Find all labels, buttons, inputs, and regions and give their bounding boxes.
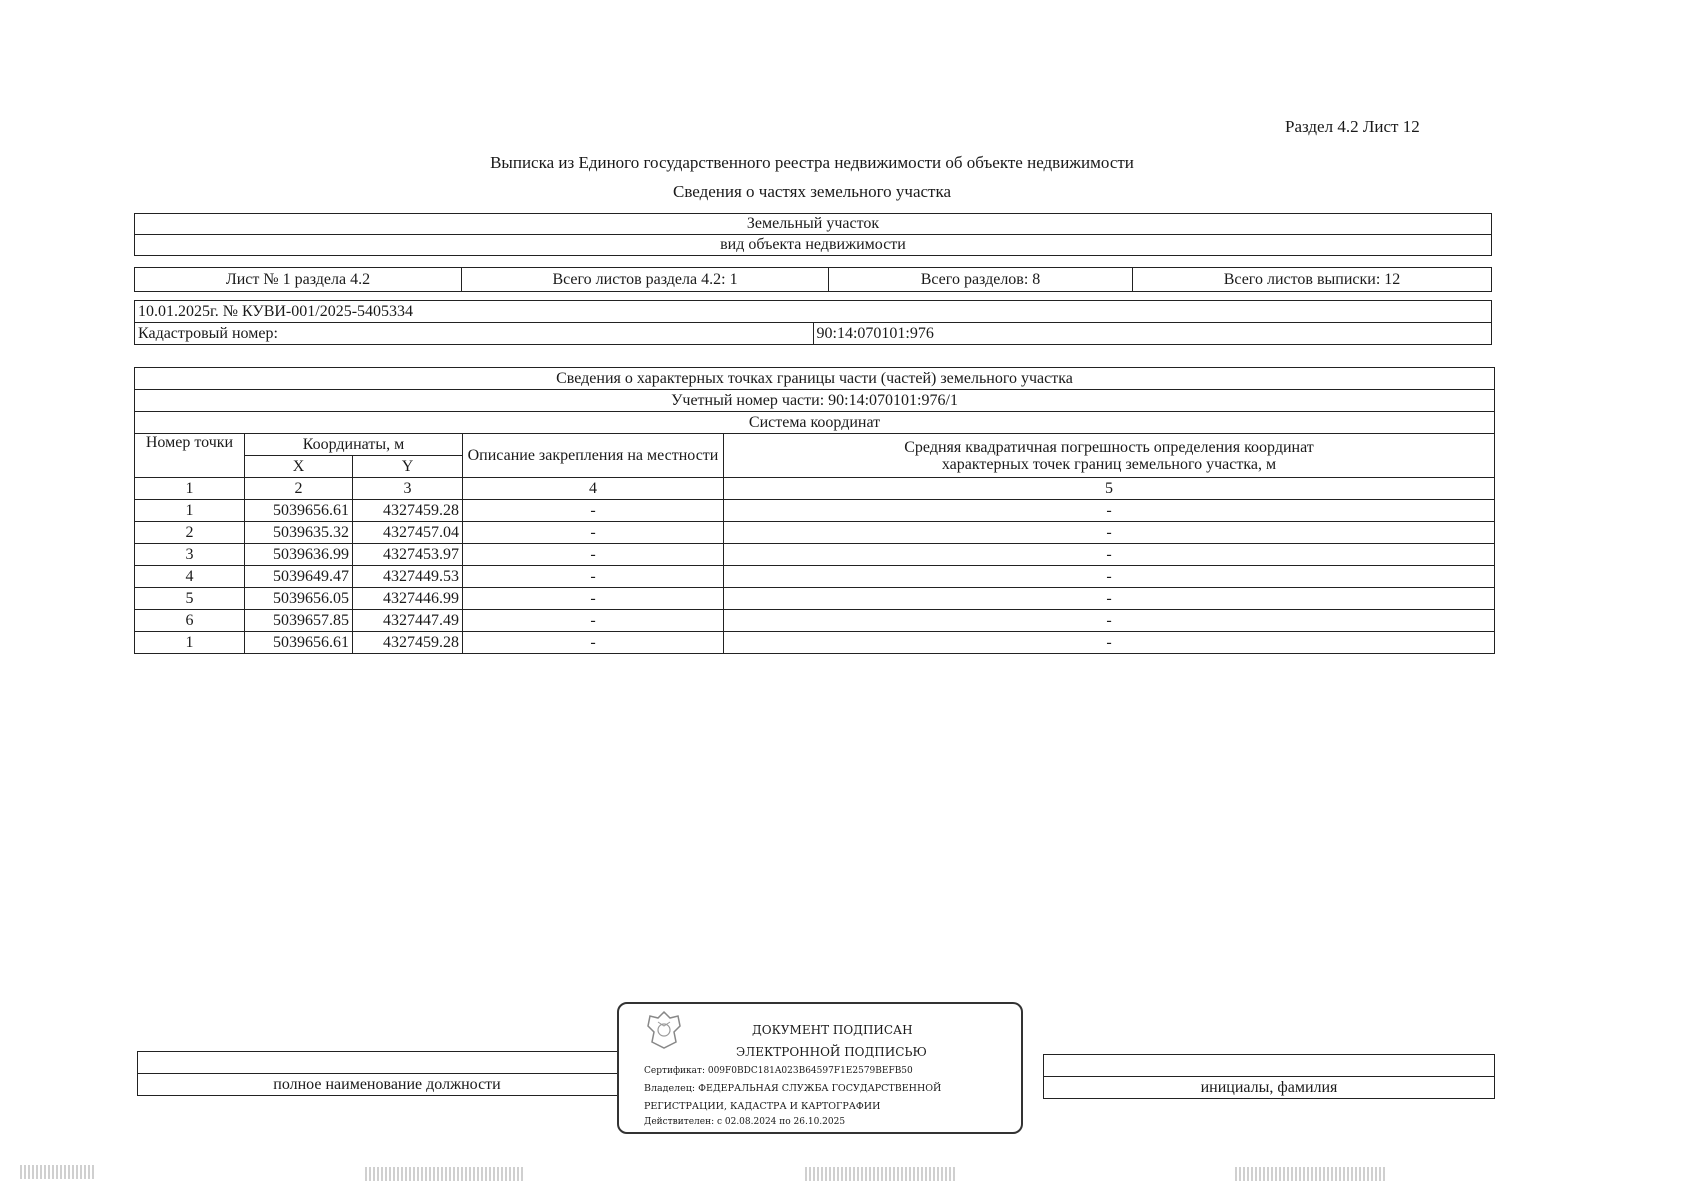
point-number: 3 <box>135 544 245 566</box>
coat-of-arms-emblem <box>640 1008 688 1052</box>
point-number: 4 <box>135 566 245 588</box>
scan-artifact <box>365 1167 525 1181</box>
extract-sheets-total: Всего листов выписки: 12 <box>1133 268 1492 292</box>
point-x: 5039656.05 <box>245 588 353 610</box>
cadastral-number-label: Кадастровый номер: <box>135 323 814 345</box>
sheet-number: Лист № 1 раздела 4.2 <box>135 268 462 292</box>
scan-artifact <box>805 1167 955 1181</box>
boundary-points-table <box>134 367 1495 654</box>
name-caption: инициалы, фамилия <box>1044 1077 1495 1099</box>
scan-artifact <box>1235 1167 1385 1181</box>
column-number: 2 <box>245 478 353 500</box>
cadastral-number-value: 90:14:070101:976 <box>813 323 1492 345</box>
points-table-title: Сведения о характерных точках границы части (частей) земельного участка <box>135 368 1495 390</box>
sheet-info-table <box>134 267 1492 292</box>
point-x: 5039635.32 <box>245 522 353 544</box>
header-y: Y <box>353 456 463 478</box>
point-y: 4327453.97 <box>353 544 463 566</box>
name-blank <box>1044 1055 1495 1077</box>
section-sheet-label: Раздел 4.2 Лист 12 <box>1285 117 1420 136</box>
point-error: - <box>724 610 1495 632</box>
coordinate-system: Система координат <box>135 412 1495 434</box>
table-row <box>135 632 1495 654</box>
table-row <box>135 588 1495 610</box>
point-y: 4327449.53 <box>353 566 463 588</box>
point-y: 4327446.99 <box>353 588 463 610</box>
point-y: 4327457.04 <box>353 522 463 544</box>
request-table <box>134 300 1492 345</box>
part-account-number: Учетный номер части: 90:14:070101:976/1 <box>135 390 1495 412</box>
header-x: X <box>245 456 353 478</box>
point-description: - <box>463 588 724 610</box>
point-error: - <box>724 566 1495 588</box>
column-number: 1 <box>135 478 245 500</box>
point-error: - <box>724 500 1495 522</box>
header-error: Средняя квадратичная погрешность определения координат характерных точек границ земельного участка, м <box>724 434 1495 478</box>
signature-name-table <box>1043 1054 1495 1099</box>
point-description: - <box>463 544 724 566</box>
stamp-owner-line2: РЕГИСТРАЦИИ, КАДАСТРА И КАРТОГРАФИИ <box>644 1101 881 1112</box>
table-row <box>135 566 1495 588</box>
point-description: - <box>463 500 724 522</box>
point-number: 6 <box>135 610 245 632</box>
point-description: - <box>463 566 724 588</box>
point-y: 4327459.28 <box>353 500 463 522</box>
header-coordinates: Координаты, м <box>245 434 463 456</box>
point-description: - <box>463 610 724 632</box>
point-x: 5039656.61 <box>245 500 353 522</box>
position-blank <box>138 1052 637 1074</box>
stamp-validity: Действителен: с 02.08.2024 по 26.10.2025 <box>644 1117 846 1127</box>
point-number: 1 <box>135 500 245 522</box>
point-description: - <box>463 632 724 654</box>
document-subtitle: Сведения о частях земельного участка <box>672 182 952 201</box>
point-number: 1 <box>135 632 245 654</box>
table-row <box>135 500 1495 522</box>
point-description: - <box>463 522 724 544</box>
point-error: - <box>724 588 1495 610</box>
point-number: 5 <box>135 588 245 610</box>
signature-position-table <box>137 1051 637 1096</box>
column-number: 3 <box>353 478 463 500</box>
stamp-certificate: Сертификат: 009F0BDC181A023B64597F1E2579BEFB50 <box>644 1066 913 1076</box>
request-date-number: 10.01.2025г. № КУВИ-001/2025-5405334 <box>135 301 1492 323</box>
document-title: Выписка из Единого государственного реестра недвижимости об объекте недвижимости <box>490 153 1134 172</box>
header-description: Описание закрепления на местности <box>463 434 724 478</box>
object-kind-caption: вид объекта недвижимости <box>135 235 1492 256</box>
table-row <box>135 610 1495 632</box>
point-error: - <box>724 544 1495 566</box>
column-number: 5 <box>724 478 1495 500</box>
stamp-owner-line1: Владелец: ФЕДЕРАЛЬНАЯ СЛУЖБА ГОСУДАРСТВЕННОЙ <box>644 1083 942 1094</box>
point-y: 4327459.28 <box>353 632 463 654</box>
table-row <box>135 544 1495 566</box>
object-name: Земельный участок <box>135 214 1492 235</box>
point-x: 5039649.47 <box>245 566 353 588</box>
scan-artifact <box>20 1165 95 1179</box>
stamp-title-line1: ДОКУМЕНТ ПОДПИСАН <box>752 1023 913 1037</box>
object-type-table <box>134 213 1492 256</box>
point-error: - <box>724 632 1495 654</box>
point-x: 5039657.85 <box>245 610 353 632</box>
position-caption: полное наименование должности <box>138 1074 637 1096</box>
point-y: 4327447.49 <box>353 610 463 632</box>
stamp-title-line2: ЭЛЕКТРОННОЙ ПОДПИСЬЮ <box>736 1045 927 1059</box>
point-x: 5039656.61 <box>245 632 353 654</box>
section-sheets-total: Всего листов раздела 4.2: 1 <box>462 268 829 292</box>
header-point-number: Номер точки <box>135 434 245 478</box>
column-number: 4 <box>463 478 724 500</box>
sections-total: Всего разделов: 8 <box>829 268 1133 292</box>
point-number: 2 <box>135 522 245 544</box>
point-x: 5039636.99 <box>245 544 353 566</box>
table-row <box>135 522 1495 544</box>
point-error: - <box>724 522 1495 544</box>
